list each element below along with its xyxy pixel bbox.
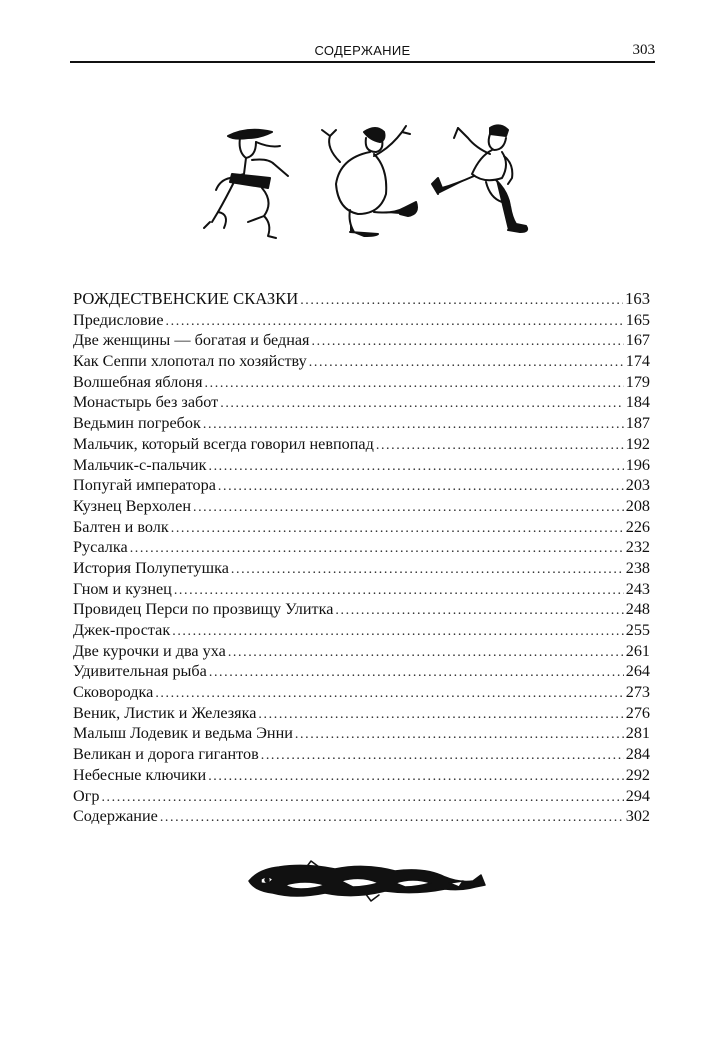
dot-leader [220,394,624,415]
toc-page: 284 [625,745,650,764]
toc-page: 292 [625,765,650,784]
toc-entry[interactable] [73,599,650,620]
toc-entry[interactable] [73,310,650,331]
toc-title: Мальчик, который всегда говорил невпопад [73,434,374,453]
toc-entry[interactable] [73,682,650,703]
toc-page: 167 [625,331,650,350]
toc-entry[interactable] [73,517,650,538]
toc-entry[interactable] [73,413,650,434]
dancing-figure-right [432,125,527,232]
toc-entry[interactable] [73,392,650,413]
dot-leader [312,332,624,353]
toc-page: 203 [625,476,650,495]
toc-entry[interactable] [73,786,650,807]
toc-title: Как Сеппи хлопотал по хозяйству [73,352,307,371]
dot-leader [160,808,624,829]
toc-entry[interactable] [73,765,650,786]
dot-leader [205,374,624,395]
toc-page: 294 [625,786,650,805]
dot-leader [130,539,624,560]
dot-leader [231,560,624,581]
toc-page: 208 [625,496,650,515]
toc-title: Балтен и волк [73,517,169,536]
toc-title: Провидец Перси по прозвищу Улитка [73,600,334,619]
toc-entry[interactable] [73,351,650,372]
toc-entry[interactable] [73,434,650,455]
toc-entry[interactable] [73,641,650,662]
toc-entry[interactable] [73,455,650,476]
toc-entry[interactable] [73,723,650,744]
toc-title: Небесные ключики [73,765,207,784]
dot-leader [258,705,623,726]
toc-page: 179 [625,372,650,391]
dot-leader [309,353,624,374]
dot-leader [209,663,624,684]
toc-page: 276 [625,703,650,722]
toc-title: Сковородка [73,683,154,702]
dot-leader [193,498,624,519]
toc-entry[interactable] [73,744,650,765]
toc-entry[interactable] [73,703,650,724]
toc-page: 184 [625,393,650,412]
toc-entry[interactable] [73,537,650,558]
dot-leader [228,643,624,664]
toc-page: 248 [625,600,650,619]
running-title: СОДЕРЖАНИЕ [314,43,411,58]
toc-title: РОЖДЕСТВЕНСКИЕ СКАЗКИ [73,289,299,308]
dot-leader [208,457,623,478]
table-of-contents [73,289,650,827]
toc-page: 196 [625,455,650,474]
toc-title: Джек-простак [73,621,171,639]
dot-leader [218,477,624,498]
toc-title: Попугай императора [73,476,216,495]
toc-entry[interactable] [73,475,650,496]
header-rule [70,61,655,63]
toc-title: Две женщины — богатая и бедная [73,331,310,350]
running-head [70,40,655,62]
toc-title: Ведьмин погребок [73,414,201,433]
toc-page: 187 [625,414,650,433]
toc-entry[interactable] [73,330,650,351]
dot-leader [101,788,623,809]
toc-title: Гном и кузнец [73,579,172,598]
dancing-figures-illustration [190,118,540,248]
toc-page: 243 [625,579,650,598]
toc-page: 281 [625,724,650,743]
dot-leader [261,746,624,767]
toc-title: Кузнец Верхолен [73,496,191,515]
toc-page: 255 [625,621,650,639]
toc-title: Монастырь без забот [73,393,219,412]
toc-page: 232 [625,538,650,557]
toc-title: Огр [73,786,100,805]
dot-leader [208,767,624,788]
toc-entry[interactable] [73,496,650,517]
toc-entry[interactable] [73,661,650,682]
dot-leader [295,725,624,746]
toc-title: Малыш Лодевик и ведьма Энни [73,724,293,743]
toc-page: 273 [625,683,650,702]
toc-page: 238 [625,558,650,577]
dot-leader [203,415,624,436]
toc-title: Веник, Листик и Железяка [73,703,257,722]
toc-page: 261 [625,641,650,660]
toc-page: 264 [625,662,650,681]
toc-page: 174 [625,352,650,371]
page-number: 303 [632,42,655,58]
toc-entry[interactable] [73,372,650,393]
toc-entry[interactable] [73,620,650,641]
toc-page: 226 [625,517,650,536]
toc-title: Удивительная рыба [73,662,207,681]
toc-title: История Полупетушка [73,558,229,577]
toc-page: 192 [625,434,650,453]
dancing-figure-middle [322,126,417,236]
dot-leader [335,601,623,622]
dot-leader [174,581,624,602]
toc-page: 163 [625,289,650,308]
dot-leader [171,519,624,540]
toc-entry[interactable] [73,579,650,600]
toc-entry[interactable] [73,289,650,310]
fish-ornament-illustration [245,855,490,903]
dancing-figure-left [204,130,288,238]
toc-title: Предисловие [73,310,164,329]
toc-title: Содержание [73,807,158,826]
dot-leader [172,622,624,643]
toc-title: Великан и дорога гигантов [73,745,259,764]
dot-leader [376,436,624,457]
toc-entry[interactable] [73,806,650,827]
toc-title: Русалка [73,538,128,557]
toc-page: 302 [625,807,650,826]
dot-leader [155,684,623,705]
toc-title: Две курочки и два уха [73,641,226,660]
toc-entry[interactable] [73,558,650,579]
dot-leader [300,291,623,312]
toc-page: 165 [625,310,650,329]
toc-title: Мальчик-с-пальчик [73,455,207,474]
toc-title: Волшебная яблоня [73,372,203,391]
dot-leader [166,312,624,333]
